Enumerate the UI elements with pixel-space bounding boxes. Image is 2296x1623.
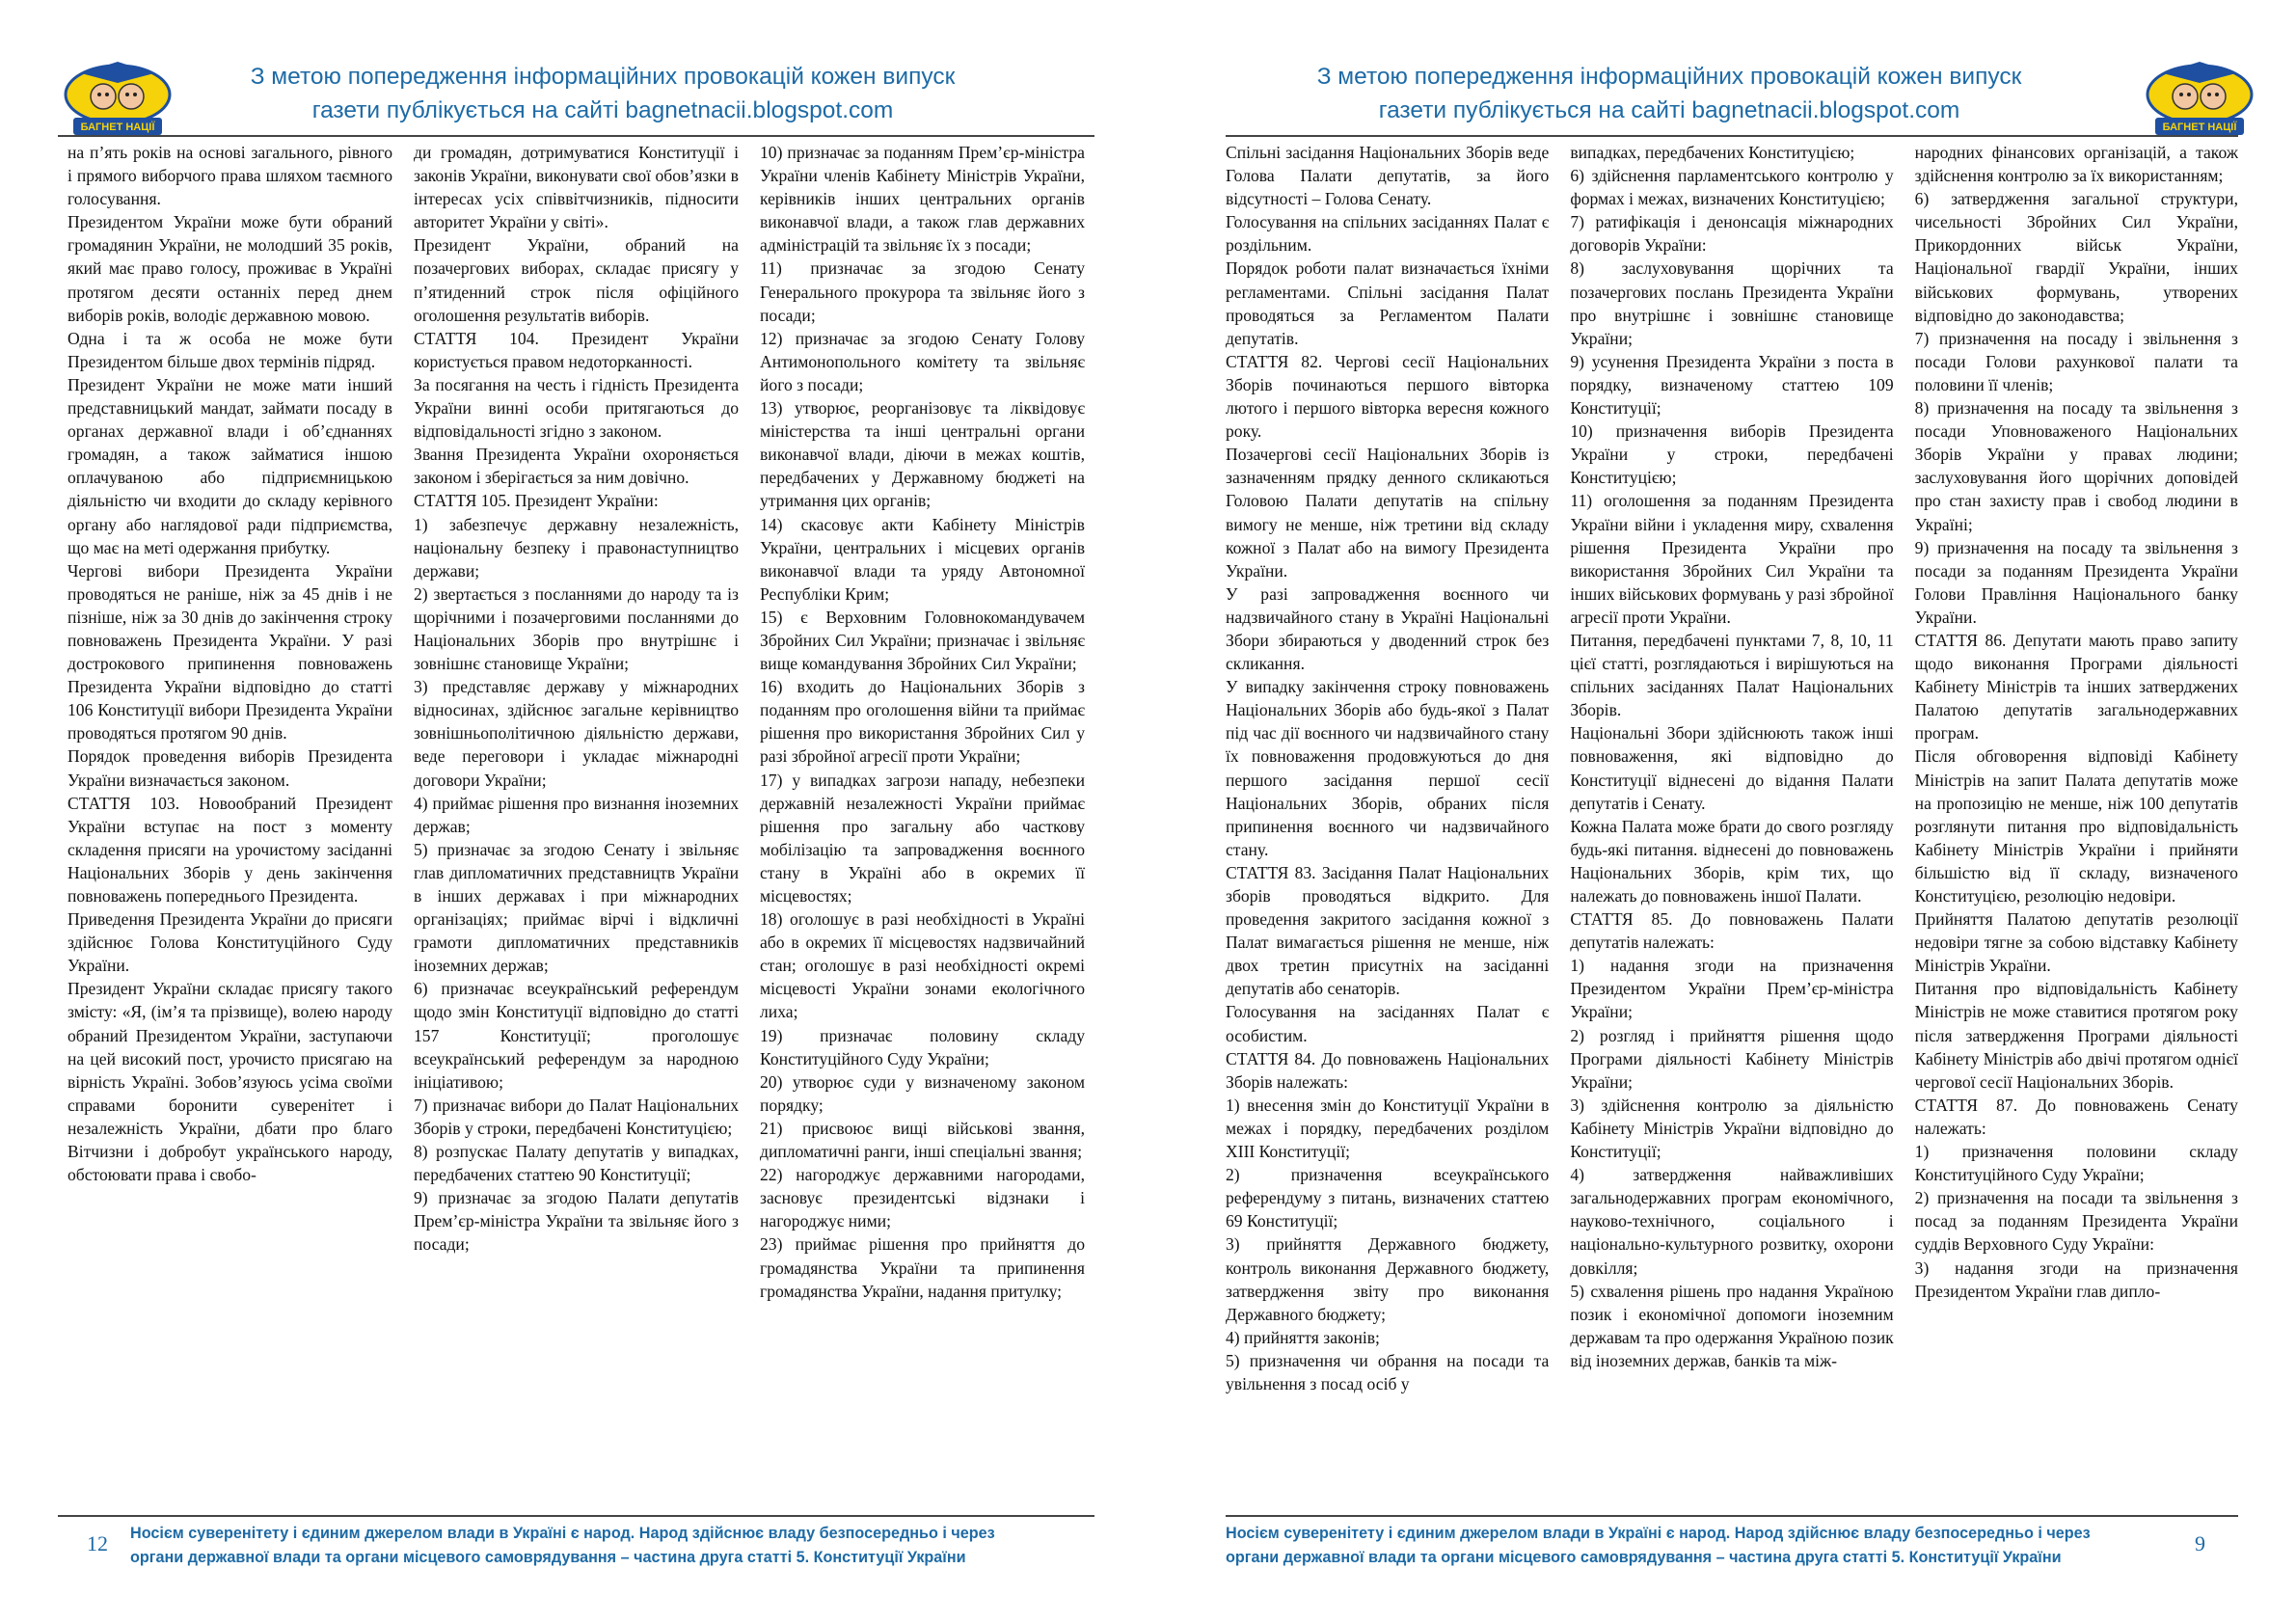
- paragraph: Питання про відповідальність Кабінету Міністрів не може ставитися протягом року після затвердження Програми діяльності Кабінету Міністрів або двічі протягом однієї чергової сесії Національних Зборів.: [1914, 979, 2238, 1092]
- paragraph: 3) здійснення контролю за діяльністю Кабінету Міністрів України відповідно до Конституції;: [1570, 1095, 1894, 1162]
- paragraph: Чергові вибори Президента України проводяться не раніше, ніж за 45 днів і не пізніше, ніж за 30 днів до закінчення строку повноважень Президента України. У разі дострокового припинення повноважень Президента України відповідно до статті 106 Конституції вибори Президента України проводяться протягом 90 днів.: [68, 560, 392, 744]
- paragraph: Національні Збори здійснюють також інші повноваження, які відповідно до Конституції віднесені до відання Палати депутатів і Сенату.: [1570, 723, 1894, 813]
- paragraph: 5) призначення чи обрання на посади та увільнення з посад осіб у: [1226, 1350, 1550, 1393]
- page-number: 12: [87, 1531, 108, 1555]
- paragraph: 10) призначення виборів Президента України у строки, передбачені Конституцією;: [1570, 421, 1894, 488]
- paragraph: 16) входить до Національних Зборів з поданням про оголошення війни та приймає рішення про використання Збройних Сил у разі збройної агресії проти України;: [760, 677, 1085, 767]
- right-page: [1148, 0, 2296, 1623]
- column-2: [1570, 141, 1893, 1510]
- paragraph: У разі запровадження воєнного чи надзвичайного стану в Україні Національні Збори збираються у дводенний строк без скликання.: [1226, 583, 1550, 674]
- paragraph: 7) призначає вибори до Палат Національних Зборів у строки, передбачені Конституцією;: [414, 1095, 739, 1138]
- header-line-2: газети публікується на сайті bagnetnacii.blogspot.com: [1378, 97, 1960, 123]
- paragraph: 6) призначає всеукраїнський референдум щодо змін Конституції відповідно до статті 157 Конституції; проголошує всеукраїнський референдум за народною ініціативою;: [414, 979, 739, 1092]
- footer-quote: [130, 1522, 1094, 1570]
- paragraph: 2) призначення на посади та звільнення з посад за поданням Президента України суддів Верховного Суду України:: [1914, 1188, 2238, 1255]
- paragraph: СТАТТЯ 83. Засідання Палат Національних зборів проводяться відкрито. Для проведення закритого засідання кожної з Палат вимагається рішення не менше, ніж двох третин присутніх на засіданні депутатів або сенаторів.: [1226, 862, 1550, 999]
- header-line-1: З метою попередження інформаційних провокацій кожен випуск: [250, 64, 956, 90]
- page-header: [169, 60, 1037, 147]
- paragraph: 7) призначення на посаду і звільнення з посади Голови рахункової палати та половини її членів;: [1914, 328, 2238, 394]
- paragraph: Після обговорення відповіді Кабінету Міністрів на запит Палата депутатів може на пропозицію не менше, ніж 100 депутатів розглянути питання про відповідальність Кабінету Міністрів України і прийняти більшістю від її складу, визначеного Конституцією, резолюцію недовіри.: [1914, 746, 2238, 906]
- page-footer: [58, 1522, 1099, 1589]
- paragraph: 1) внесення змін до Конституції України в межах і порядку, передбачених розділом XIII Конституції;: [1226, 1095, 1550, 1162]
- paragraph: 14) скасовує акти Кабінету Міністрів України, центральних і місцевих органів виконавчої влади та уряду Автономної Республіки Крим;: [760, 514, 1085, 604]
- footer-line-1: Носієм суверенітету і єдиним джерелом влади в Україні є народ. Народ здійснює владу безпосередньо і через: [130, 1525, 995, 1542]
- paragraph: 9) призначення на посаду та звільнення з посади за поданням Президента України Голови Правління Національного банку України.: [1914, 537, 2238, 627]
- column-1: [68, 141, 392, 1510]
- paragraph: 7) ратифікація і денонсація міжнародних договорів України:: [1570, 212, 1894, 256]
- paragraph: 23) приймає рішення про прийняття до громадянства України та припинення громадянства України, надання притулку;: [760, 1234, 1085, 1301]
- paragraph: 6) затвердження загальної структури, чисельності Збройних Сил України, Прикордонних військ України, Національної гвардії України, інших військових формувань, утворених відповідно до законодавства;: [1914, 189, 2238, 325]
- page-header: [1235, 60, 2103, 147]
- footer-line-2: органи державної влади та органи місцевого самоврядування – частина друга статті 5. Конституції України: [130, 1549, 966, 1566]
- footer-divider: [58, 1515, 1094, 1517]
- paragraph: Одна і та ж особа не може бути Президентом більше двох термінів підряд.: [68, 328, 392, 371]
- footer-line-1: Носієм суверенітету і єдиним джерелом влади в Україні є народ. Народ здійснює владу безпосередньо і через: [1226, 1525, 2091, 1542]
- paragraph: 8) призначення на посаду та звільнення з посади Уповноваженого Національних Зборів України у правах людини; заслуховування його щорічних доповідей про стан захисту прав і свобод людини в Україні;: [1914, 398, 2238, 534]
- logo-text: БАГНЕТ НАЦІЇ: [2162, 122, 2237, 133]
- footer-divider: [1226, 1515, 2238, 1517]
- paragraph: 6) здійснення парламентського контролю у формах і межах, визначених Конституцією;: [1570, 166, 1894, 209]
- logo-text: БАГНЕТ НАЦІЇ: [80, 122, 155, 133]
- paragraph: Питання, передбачені пунктами 7, 8, 10, 11 цієї статті, розглядаються і вирішуються на спільних засіданнях Палат Національних Зборів.: [1570, 630, 1894, 720]
- column-3: [1915, 141, 2238, 1510]
- paragraph: 8) розпускає Палату депутатів у випадках, передбачених статтею 90 Конституції;: [414, 1142, 739, 1185]
- paragraph: У випадку закінчення строку повноважень Національних Зборів або будь-якої з Палат під час дії воєнного чи надзвичайного стану їх повноваження продовжуються до дня першого засідання першої сесії Національних Зборів, обраних після припинення воєнного чи надзвичайного стану.: [1226, 677, 1550, 859]
- paragraph: 13) утворює, реорганізовує та ліквідовує міністерства та інші центральні органи виконавчої влади, діючи в межах коштів, передбачених у Державному бюджеті на утримання цих органів;: [760, 398, 1085, 511]
- paragraph: СТАТТЯ 84. До повноважень Національних Зборів належать:: [1226, 1048, 1550, 1092]
- paragraph: Порядок проведення виборів Президента України визначається законом.: [68, 746, 392, 790]
- page-number: 9: [2195, 1531, 2205, 1555]
- bagnet-natsii-logo: [60, 54, 176, 141]
- paragraph: Президент України складає присягу такого змісту: «Я, (ім’я та прізвище), волею народу обраний Президентом України, заступаючи на цей високий пост, урочисто присягаю на вірність Україні. Зобов’язуюсь усіма своїми справами боронити суверенітет і незалежність України, дбати про благо Вітчизни і добробут українського народу, обстоювати права і свобо-: [68, 979, 392, 1185]
- paragraph: 1) забезпечує державну незалежність, національну безпеку і правонаступництво держави;: [414, 514, 739, 581]
- paragraph: 8) заслуховування щорічних та позачергових послань Президента України про внутрішнє і зовнішнє становище України;: [1570, 258, 1894, 348]
- paragraph: на п’ять років на основі загального, рівного і прямого виборчого права шляхом таємного голосування.: [68, 143, 392, 209]
- text-columns: [68, 141, 1085, 1510]
- paragraph: За посягання на честь і гідність Президента України винні особи притягаються до відповідальності згідно з законом.: [414, 374, 739, 442]
- paragraph: СТАТТЯ 87. До повноважень Сенату належать:: [1914, 1095, 2238, 1138]
- paragraph: Голосування на спільних засіданнях Палат є роздільним.: [1226, 212, 1550, 256]
- paragraph: СТАТТЯ 105. Президент України:: [414, 491, 659, 511]
- paragraph: 19) призначає половину складу Конституційного Суду України;: [760, 1025, 1085, 1068]
- paragraph: СТАТТЯ 85. До повноважень Палати депутатів належать:: [1570, 909, 1894, 953]
- paragraph: 3) представляє державу у міжнародних відносинах, здійснює загальне керівництво зовнішньополітичною діяльністю держави, веде переговори і укладає міжнародні договори України;: [414, 677, 739, 790]
- column-2: [414, 141, 739, 1510]
- paragraph: Порядок роботи палат визначається їхніми регламентами. Спільні засідання Палат проводяться за Регламентом Палати депутатів.: [1226, 258, 1550, 348]
- paragraph: випадках, передбачених Конституцією;: [1570, 143, 1855, 162]
- paragraph: 11) оголошення за поданням Президента України війни і укладення миру, схвалення рішення Президента України про використання Збройних Сил України та інших військових формувань у разі збройної агресії проти України.: [1570, 491, 1894, 627]
- paragraph: 15) є Верховним Головнокомандувачем Збройних Сил України; призначає і звільняє вище командування Збройних Сил України;: [760, 607, 1085, 674]
- page-footer: [1226, 1522, 2248, 1589]
- paragraph: Президент України, обраний на позачергових виборах, складає присягу у п’ятиденний строк після офіційного оголошення результатів виборів.: [414, 235, 739, 325]
- paragraph: 12) призначає за згодою Сенату Голову Антимонопольного комітету та звільняє його з посади;: [760, 328, 1085, 394]
- header-divider: [58, 135, 1094, 137]
- paragraph: Звання Президента України охороняється законом і зберігається за ним довічно.: [414, 445, 739, 488]
- column-1: [1226, 141, 1549, 1510]
- paragraph: Голосування на засіданнях Палат є особистим.: [1226, 1002, 1550, 1045]
- paragraph: 17) у випадках загрози нападу, небезпеки державній незалежності України приймає рішення про загальну або часткову мобілізацію та запровадження воєнного стану в Україні або в окремих її місцевостях;: [760, 770, 1085, 906]
- paragraph: Президент України не може мати інший представницький мандат, займати посаду в органах державної влади і об’єднаннях громадян, а також займатися іншою оплачуваною або підприємницькою діяльністю чи входити до складу керівного органу або наглядової ради підприємства, що має на меті одержання прибутку.: [68, 374, 392, 557]
- paragraph: 10) призначає за поданням Прем’єр-міністра України членів Кабінету Міністрів України, керівників інших центральних органів виконавчої влади, а також глав державних адміністрацій та звільняє їх з посади;: [760, 143, 1085, 256]
- footer-quote: [1226, 1522, 2180, 1570]
- paragraph: СТАТТЯ 104. Президент України користується правом недоторканності.: [414, 328, 739, 371]
- paragraph: 20) утворює суди у визначеному законом порядку;: [760, 1071, 1085, 1115]
- paragraph: Прийняття Палатою депутатів резолюції недовіри тягне за собою відставку Кабінету Міністрів України.: [1914, 909, 2238, 976]
- paragraph: Кожна Палата може брати до свого розгляду будь-які питання. віднесені до повноважень Національних Зборів, крім тих, що належать до повноважень іншої Палати.: [1570, 816, 1894, 906]
- paragraph: 3) прийняття Державного бюджету, контроль виконання Державного бюджету, затвердження звіту про виконання Державного бюджету;: [1226, 1234, 1550, 1324]
- header-line-2: газети публікується на сайті bagnetnacii.blogspot.com: [311, 97, 894, 123]
- paragraph: 2) звертається з посланнями до народу та із щорічними і позачерговими посланнями до Національних Зборів про внутрішнє і зовнішнє становище України;: [414, 583, 739, 674]
- column-3: [760, 141, 1085, 1510]
- bagnet-natsii-logo: [2142, 54, 2257, 141]
- paragraph: Спільні засідання Національних Зборів веде Голова Палати депутатів, за його відсутності – Голова Сенату.: [1226, 143, 1550, 209]
- text-columns: [1226, 141, 2238, 1510]
- header-line-1: З метою попередження інформаційних провокацій кожен випуск: [1316, 64, 2022, 90]
- paragraph: 11) призначає за згодою Сенату Генерального прокурора та звільняє його з посади;: [760, 258, 1085, 325]
- paragraph: 18) оголошує в разі необхідності в Україні або в окремих її місцевостях надзвичайний стан; оголошує в разі необхідності окремі місцевості України зонами екологічного лиха;: [760, 909, 1085, 1022]
- paragraph: ди громадян, дотримуватися Конституції і законів України, виконувати свої обов’язки в інтересах усіх співвітчизників, підносити авторитет України у світі».: [414, 143, 739, 232]
- paragraph: 4) приймає рішення про визнання іноземних держав;: [414, 793, 739, 836]
- paragraph: 1) призначення половини складу Конституційного Суду України;: [1914, 1142, 2238, 1185]
- paragraph: народних фінансових організацій, а також здійснення контролю за їх використанням;: [1914, 143, 2238, 186]
- paragraph: 2) призначення всеукраїнського референдуму з питань, визначених статтею 69 Конституції;: [1226, 1165, 1550, 1231]
- paragraph: 3) надання згоди на призначення Президентом України глав дипло-: [1914, 1258, 2238, 1301]
- footer-line-2: органи державної влади та органи місцевого самоврядування – частина друга статті 5. Конституції України: [1226, 1549, 2062, 1566]
- paragraph: 21) присвоює вищі військові звання, дипломатичні ранги, інші спеціальні звання;: [760, 1118, 1085, 1162]
- paragraph: Президентом України може бути обраний громадянин України, не молодший 35 років, який має право голосу, проживає в Україні протягом десяти останніх перед днем виборів років, володіє державною мовою.: [68, 212, 392, 325]
- paragraph: 4) затвердження найважливіших загальнодержавних програм економічного, науково-технічного, соціального і національно-культурного розвитку, охорони довкілля;: [1570, 1165, 1894, 1278]
- paragraph: 22) нагороджує державними нагородами, засновує президентські відзнаки і нагороджує ними;: [760, 1165, 1085, 1231]
- paragraph: Позачергові сесії Національних Зборів із зазначенням прядку денного скликаються Головою Палати депутатів на спільну вимогу не менше, ніж третини від складу кожної з Палат або на вимогу Президента України.: [1226, 445, 1550, 581]
- paragraph: 4) прийняття законів;: [1226, 1327, 1380, 1347]
- paragraph: 9) призначає за згодою Палати депутатів Прем’єр-міністра України та звільняє його з посади;: [414, 1188, 739, 1255]
- paragraph: СТАТТЯ 86. Депутати мають право запиту щодо виконання Програми діяльності Кабінету Міністрів та інших затверджених Палатою депутатів загальнодержавних програм.: [1914, 630, 2238, 744]
- paragraph: Приведення Президента України до присяги здійснює Голова Конституційного Суду України.: [68, 909, 392, 976]
- paragraph: 5) схвалення рішень про надання Україною позик і економічної допомоги іноземним державам та про одержання Україною позик від іноземних держав, банків та між-: [1570, 1281, 1894, 1370]
- paragraph: 5) призначає за згодою Сенату і звільняє глав дипломатичних представництв України в інших державах і при міжнародних організаціях; приймає вірчі і відкличні грамоти дипломатичних представників іноземних держав;: [414, 839, 739, 976]
- paragraph: 1) надання згоди на призначення Президентом України Прем’єр-міністра України;: [1570, 956, 1894, 1022]
- header-divider: [1226, 135, 2238, 137]
- paragraph: 9) усунення Президента України з поста в порядку, визначеному статтею 109 Конституції;: [1570, 351, 1894, 419]
- paragraph: 2) розгляд і прийняття рішення щодо Програми діяльності Кабінету Міністрів України;: [1570, 1025, 1894, 1092]
- paragraph: СТАТТЯ 82. Чергові сесії Національних Зборів починаються першого вівторка лютого і першого вівторка вересня кожного року.: [1226, 351, 1550, 442]
- paragraph: СТАТТЯ 103. Новообраний Президент України вступає на пост з моменту складення присяги на урочистому засіданні Національних Зборів у день закінчення повноважень попереднього Президента.: [68, 793, 392, 906]
